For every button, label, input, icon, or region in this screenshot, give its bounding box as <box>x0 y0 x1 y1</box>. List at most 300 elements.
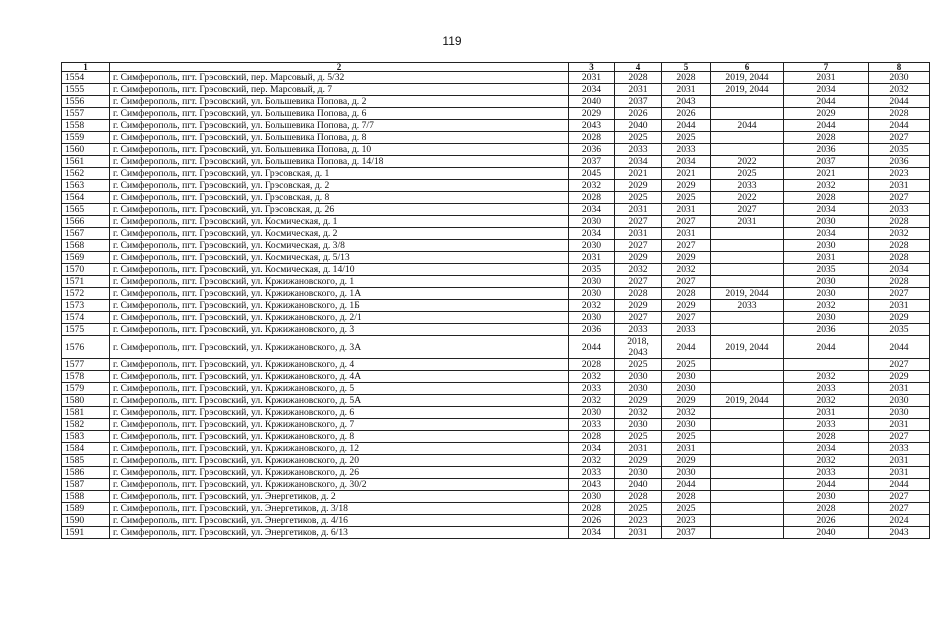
row-number-cell: 1575 <box>62 324 110 336</box>
table-row <box>62 359 930 371</box>
year-cell: 2029 <box>615 300 662 312</box>
year-cell: 2030 <box>784 216 869 228</box>
year-cell: 2032 <box>784 180 869 192</box>
row-number-cell: 1578 <box>62 371 110 383</box>
row-number-cell: 1563 <box>62 180 110 192</box>
table-row <box>62 300 930 312</box>
table-row <box>62 395 930 407</box>
year-cell: 2030 <box>784 288 869 300</box>
row-number-cell: 1577 <box>62 359 110 371</box>
page-number: 119 <box>442 34 462 48</box>
table-row <box>62 491 930 503</box>
table-row <box>62 288 930 300</box>
year-cell: 2030 <box>569 407 615 419</box>
year-cell: 2034 <box>569 527 615 539</box>
address-cell: г. Симферополь, пгт. Грэсовский, ул. Космическая, д. 5/13 <box>110 252 569 264</box>
year-cell: 2032 <box>662 264 711 276</box>
address-cell: г. Симферополь, пгт. Грэсовский, пер. Марсовый, д. 7 <box>110 84 569 96</box>
year-cell: 2031 <box>615 527 662 539</box>
column-header-5: 5 <box>662 63 711 72</box>
address-cell: г. Симферополь, пгт. Грэсовский, ул. Кржижановского, д. 7 <box>110 419 569 431</box>
year-cell: 2028 <box>869 216 930 228</box>
year-cell: 2023 <box>615 515 662 527</box>
year-cell: 2032 <box>784 371 869 383</box>
year-cell: 2032 <box>869 228 930 240</box>
year-cell: 2044 <box>662 479 711 491</box>
year-cell: 2030 <box>662 371 711 383</box>
address-cell: г. Симферополь, пгт. Грэсовский, ул. Кржижановского, д. 4А <box>110 371 569 383</box>
year-cell: 2031 <box>784 252 869 264</box>
address-cell: г. Симферополь, пгт. Грэсовский, ул. Кржижановского, д. 5 <box>110 383 569 395</box>
table-row <box>62 443 930 455</box>
row-number-cell: 1581 <box>62 407 110 419</box>
table-row <box>62 204 930 216</box>
year-cell: 2037 <box>662 527 711 539</box>
row-number-cell: 1587 <box>62 479 110 491</box>
year-cell: 2044 <box>569 336 615 359</box>
year-cell: 2034 <box>784 443 869 455</box>
year-cell <box>711 383 784 395</box>
year-cell: 2028 <box>869 240 930 252</box>
year-cell: 2025 <box>711 168 784 180</box>
table-row <box>62 168 930 180</box>
year-cell <box>711 503 784 515</box>
year-cell: 2040 <box>784 527 869 539</box>
year-cell: 2027 <box>711 204 784 216</box>
column-header-1: 1 <box>62 63 110 72</box>
row-number-cell: 1583 <box>62 431 110 443</box>
year-cell: 2033 <box>784 467 869 479</box>
year-cell: 2033 <box>784 383 869 395</box>
year-cell <box>784 359 869 371</box>
year-cell: 2033 <box>615 324 662 336</box>
year-cell: 2036 <box>569 144 615 156</box>
year-cell: 2043 <box>569 479 615 491</box>
row-number-cell: 1585 <box>62 455 110 467</box>
address-cell: г. Симферополь, пгт. Грэсовский, ул. Кржижановского, д. 3 <box>110 324 569 336</box>
header-row <box>62 63 930 72</box>
year-cell: 2028 <box>784 132 869 144</box>
year-cell: 2018, 2043 <box>615 336 662 359</box>
year-cell: 2028 <box>569 359 615 371</box>
year-cell: 2025 <box>662 192 711 204</box>
year-cell: 2031 <box>662 84 711 96</box>
year-cell: 2028 <box>869 108 930 120</box>
year-cell: 2031 <box>869 419 930 431</box>
table-row <box>62 216 930 228</box>
year-cell: 2032 <box>569 180 615 192</box>
year-cell: 2044 <box>869 96 930 108</box>
row-number-cell: 1588 <box>62 491 110 503</box>
year-cell: 2030 <box>569 491 615 503</box>
year-cell: 2037 <box>784 156 869 168</box>
row-number-cell: 1586 <box>62 467 110 479</box>
year-cell: 2029 <box>869 371 930 383</box>
year-cell: 2032 <box>569 300 615 312</box>
year-cell: 2031 <box>615 228 662 240</box>
row-number-cell: 1576 <box>62 336 110 359</box>
year-cell: 2044 <box>784 479 869 491</box>
address-cell: г. Симферополь, пгт. Грэсовский, ул. Космическая, д. 2 <box>110 228 569 240</box>
row-number-cell: 1590 <box>62 515 110 527</box>
table-row <box>62 383 930 395</box>
year-cell: 2019, 2044 <box>711 84 784 96</box>
year-cell: 2030 <box>569 240 615 252</box>
year-cell: 2030 <box>662 383 711 395</box>
year-cell <box>711 228 784 240</box>
year-cell: 2031 <box>615 84 662 96</box>
year-cell: 2043 <box>869 527 930 539</box>
year-cell: 2030 <box>615 467 662 479</box>
address-cell: г. Симферополь, пгт. Грэсовский, ул. Большевика Попова, д. 7/7 <box>110 120 569 132</box>
year-cell <box>711 252 784 264</box>
year-cell: 2045 <box>569 168 615 180</box>
year-cell: 2033 <box>869 443 930 455</box>
table-row <box>62 108 930 120</box>
address-cell: г. Симферополь, пгт. Грэсовский, ул. Большевика Попова, д. 10 <box>110 144 569 156</box>
table-row <box>62 324 930 336</box>
address-cell: г. Симферополь, пгт. Грэсовский, ул. Грэсовская, д. 8 <box>110 192 569 204</box>
year-cell: 2019, 2044 <box>711 288 784 300</box>
year-cell: 2032 <box>569 371 615 383</box>
table-row <box>62 84 930 96</box>
year-cell: 2034 <box>569 84 615 96</box>
year-cell: 2029 <box>662 252 711 264</box>
year-cell: 2037 <box>569 156 615 168</box>
year-cell: 2030 <box>615 419 662 431</box>
year-cell: 2033 <box>569 467 615 479</box>
year-cell: 2031 <box>869 300 930 312</box>
year-cell: 2025 <box>662 132 711 144</box>
year-cell: 2025 <box>615 503 662 515</box>
address-cell: г. Симферополь, пгт. Грэсовский, ул. Кржижановского, д. 2/1 <box>110 312 569 324</box>
year-cell <box>711 527 784 539</box>
year-cell: 2043 <box>569 120 615 132</box>
year-cell: 2031 <box>615 443 662 455</box>
year-cell: 2028 <box>615 288 662 300</box>
year-cell: 2031 <box>869 180 930 192</box>
row-number-cell: 1562 <box>62 168 110 180</box>
row-number-cell: 1560 <box>62 144 110 156</box>
year-cell: 2027 <box>662 312 711 324</box>
table-row <box>62 120 930 132</box>
column-header-8: 8 <box>869 63 930 72</box>
address-cell: г. Симферополь, пгт. Грэсовский, ул. Кржижановского, д. 8 <box>110 431 569 443</box>
year-cell: 2033 <box>662 144 711 156</box>
year-cell: 2037 <box>615 96 662 108</box>
year-cell: 2032 <box>869 84 930 96</box>
year-cell: 2044 <box>784 96 869 108</box>
year-cell: 2025 <box>662 503 711 515</box>
year-cell: 2031 <box>869 383 930 395</box>
year-cell: 2034 <box>784 84 869 96</box>
year-cell: 2029 <box>869 312 930 324</box>
year-cell: 2031 <box>784 407 869 419</box>
year-cell <box>711 467 784 479</box>
year-cell: 2028 <box>569 431 615 443</box>
year-cell: 2031 <box>711 216 784 228</box>
year-cell: 2032 <box>784 395 869 407</box>
year-cell: 2033 <box>569 419 615 431</box>
year-cell: 2021 <box>662 168 711 180</box>
table-row <box>62 96 930 108</box>
year-cell: 2044 <box>869 336 930 359</box>
year-cell: 2044 <box>784 120 869 132</box>
year-cell: 2044 <box>711 120 784 132</box>
year-cell: 2025 <box>662 431 711 443</box>
year-cell: 2030 <box>869 395 930 407</box>
year-cell: 2035 <box>569 264 615 276</box>
column-header-7: 7 <box>784 63 869 72</box>
year-cell: 2022 <box>711 192 784 204</box>
year-cell: 2033 <box>569 383 615 395</box>
column-header-3: 3 <box>569 63 615 72</box>
year-cell: 2031 <box>869 455 930 467</box>
row-number-cell: 1558 <box>62 120 110 132</box>
year-cell: 2032 <box>784 455 869 467</box>
year-cell: 2033 <box>711 180 784 192</box>
year-cell: 2023 <box>662 515 711 527</box>
year-cell: 2044 <box>869 120 930 132</box>
year-cell: 2029 <box>784 108 869 120</box>
address-cell: г. Симферополь, пгт. Грэсовский, ул. Кржижановского, д. 1 <box>110 276 569 288</box>
year-cell: 2040 <box>615 120 662 132</box>
year-cell <box>711 419 784 431</box>
year-cell: 2044 <box>869 479 930 491</box>
year-cell: 2027 <box>869 491 930 503</box>
year-cell: 2034 <box>569 443 615 455</box>
year-cell: 2027 <box>869 192 930 204</box>
year-cell: 2029 <box>615 455 662 467</box>
year-cell: 2029 <box>662 455 711 467</box>
row-number-cell: 1567 <box>62 228 110 240</box>
address-cell: г. Симферополь, пгт. Грэсовский, ул. Энергетиков, д. 2 <box>110 491 569 503</box>
row-number-cell: 1574 <box>62 312 110 324</box>
table-row <box>62 264 930 276</box>
year-cell: 2029 <box>615 395 662 407</box>
address-cell: г. Симферополь, пгт. Грэсовский, ул. Кржижановского, д. 12 <box>110 443 569 455</box>
year-cell: 2019, 2044 <box>711 72 784 84</box>
year-cell: 2034 <box>869 264 930 276</box>
year-cell: 2030 <box>569 288 615 300</box>
year-cell: 2033 <box>869 204 930 216</box>
address-cell: г. Симферополь, пгт. Грэсовский, ул. Энергетиков, д. 6/13 <box>110 527 569 539</box>
year-cell: 2031 <box>569 252 615 264</box>
year-cell <box>711 324 784 336</box>
year-cell: 2030 <box>569 276 615 288</box>
table-row <box>62 455 930 467</box>
year-cell: 2028 <box>615 72 662 84</box>
address-cell: г. Симферополь, пгт. Грэсовский, пер. Марсовый, д. 5/32 <box>110 72 569 84</box>
year-cell: 2033 <box>784 419 869 431</box>
address-cell: г. Симферополь, пгт. Грэсовский, ул. Грэсовская, д. 26 <box>110 204 569 216</box>
year-cell: 2031 <box>784 72 869 84</box>
address-cell: г. Симферополь, пгт. Грэсовский, ул. Большевика Попова, д. 8 <box>110 132 569 144</box>
year-cell: 2032 <box>569 455 615 467</box>
year-cell: 2031 <box>615 204 662 216</box>
year-cell: 2028 <box>569 192 615 204</box>
year-cell: 2044 <box>662 336 711 359</box>
table-row <box>62 144 930 156</box>
year-cell: 2027 <box>615 216 662 228</box>
year-cell: 2025 <box>615 192 662 204</box>
table-row <box>62 252 930 264</box>
row-number-cell: 1561 <box>62 156 110 168</box>
year-cell <box>711 240 784 252</box>
year-cell <box>711 431 784 443</box>
year-cell: 2040 <box>569 96 615 108</box>
year-cell: 2035 <box>869 324 930 336</box>
table-row <box>62 132 930 144</box>
year-cell: 2030 <box>784 312 869 324</box>
row-number-cell: 1582 <box>62 419 110 431</box>
year-cell: 2029 <box>569 108 615 120</box>
address-cell: г. Симферополь, пгт. Грэсовский, ул. Кржижановского, д. 4 <box>110 359 569 371</box>
year-cell <box>711 312 784 324</box>
row-number-cell: 1570 <box>62 264 110 276</box>
year-cell: 2028 <box>615 491 662 503</box>
data-table <box>61 62 930 539</box>
address-cell: г. Симферополь, пгт. Грэсовский, ул. Кржижановского, д. 3А <box>110 336 569 359</box>
row-number-cell: 1557 <box>62 108 110 120</box>
year-cell: 2019, 2044 <box>711 395 784 407</box>
table-header <box>62 63 930 72</box>
row-number-cell: 1559 <box>62 132 110 144</box>
year-cell: 2035 <box>784 264 869 276</box>
year-cell: 2026 <box>784 515 869 527</box>
year-cell: 2044 <box>662 120 711 132</box>
year-cell: 2031 <box>662 204 711 216</box>
year-cell: 2027 <box>615 312 662 324</box>
year-cell: 2032 <box>569 395 615 407</box>
address-cell: г. Симферополь, пгт. Грэсовский, ул. Большевика Попова, д. 2 <box>110 96 569 108</box>
row-number-cell: 1555 <box>62 84 110 96</box>
year-cell: 2030 <box>784 240 869 252</box>
address-cell: г. Симферополь, пгт. Грэсовский, ул. Кржижановского, д. 30/2 <box>110 479 569 491</box>
year-cell: 2024 <box>869 515 930 527</box>
address-cell: г. Симферополь, пгт. Грэсовский, ул. Космическая, д. 3/8 <box>110 240 569 252</box>
year-cell: 2032 <box>662 407 711 419</box>
year-cell: 2021 <box>615 168 662 180</box>
table-row <box>62 276 930 288</box>
row-number-cell: 1554 <box>62 72 110 84</box>
year-cell: 2030 <box>869 72 930 84</box>
year-cell: 2031 <box>662 228 711 240</box>
table-row <box>62 192 930 204</box>
year-cell <box>711 491 784 503</box>
address-cell: г. Симферополь, пгт. Грэсовский, ул. Кржижановского, д. 20 <box>110 455 569 467</box>
row-number-cell: 1556 <box>62 96 110 108</box>
year-cell: 2027 <box>662 240 711 252</box>
column-header-6: 6 <box>711 63 784 72</box>
row-number-cell: 1564 <box>62 192 110 204</box>
year-cell: 2027 <box>615 240 662 252</box>
year-cell: 2029 <box>615 180 662 192</box>
year-cell: 2031 <box>869 467 930 479</box>
table-row <box>62 503 930 515</box>
year-cell: 2036 <box>784 324 869 336</box>
table-row <box>62 407 930 419</box>
year-cell: 2021 <box>784 168 869 180</box>
year-cell: 2032 <box>615 407 662 419</box>
table-row <box>62 371 930 383</box>
address-cell: г. Симферополь, пгт. Грэсовский, ул. Кржижановского, д. 6 <box>110 407 569 419</box>
address-cell: г. Симферополь, пгт. Грэсовский, ул. Энергетиков, д. 4/16 <box>110 515 569 527</box>
row-number-cell: 1568 <box>62 240 110 252</box>
year-cell: 2040 <box>615 479 662 491</box>
row-number-cell: 1566 <box>62 216 110 228</box>
year-cell: 2034 <box>615 156 662 168</box>
year-cell: 2027 <box>869 288 930 300</box>
year-cell: 2026 <box>569 515 615 527</box>
row-number-cell: 1565 <box>62 204 110 216</box>
year-cell: 2030 <box>869 407 930 419</box>
table-row <box>62 467 930 479</box>
address-cell: г. Симферополь, пгт. Грэсовский, ул. Большевика Попова, д. 14/18 <box>110 156 569 168</box>
year-cell <box>711 144 784 156</box>
table-row <box>62 479 930 491</box>
year-cell: 2025 <box>615 431 662 443</box>
year-cell: 2031 <box>569 72 615 84</box>
year-cell: 2030 <box>569 312 615 324</box>
year-cell: 2028 <box>784 503 869 515</box>
row-number-cell: 1591 <box>62 527 110 539</box>
year-cell: 2028 <box>569 503 615 515</box>
row-number-cell: 1569 <box>62 252 110 264</box>
year-cell: 2026 <box>662 108 711 120</box>
year-cell: 2029 <box>662 180 711 192</box>
year-cell: 2029 <box>662 395 711 407</box>
year-cell: 2030 <box>615 383 662 395</box>
address-cell: г. Симферополь, пгт. Грэсовский, ул. Энергетиков, д. 3/18 <box>110 503 569 515</box>
table-row <box>62 72 930 84</box>
row-number-cell: 1573 <box>62 300 110 312</box>
table-row <box>62 156 930 168</box>
address-cell: г. Симферополь, пгт. Грэсовский, ул. Кржижановского, д. 1Б <box>110 300 569 312</box>
year-cell: 2033 <box>615 144 662 156</box>
table-row <box>62 527 930 539</box>
row-number-cell: 1584 <box>62 443 110 455</box>
address-cell: г. Симферополь, пгт. Грэсовский, ул. Кржижановского, д. 5А <box>110 395 569 407</box>
table-row <box>62 312 930 324</box>
year-cell: 2025 <box>615 359 662 371</box>
year-cell: 2034 <box>569 228 615 240</box>
address-cell: г. Симферополь, пгт. Грэсовский, ул. Космическая, д. 14/10 <box>110 264 569 276</box>
year-cell: 2028 <box>869 276 930 288</box>
year-cell: 2034 <box>662 156 711 168</box>
address-cell: г. Симферополь, пгт. Грэсовский, ул. Кржижановского, д. 26 <box>110 467 569 479</box>
row-number-cell: 1572 <box>62 288 110 300</box>
year-cell: 2032 <box>784 300 869 312</box>
year-cell: 2030 <box>662 419 711 431</box>
year-cell <box>711 359 784 371</box>
year-cell: 2028 <box>784 431 869 443</box>
table-row <box>62 180 930 192</box>
year-cell: 2027 <box>662 276 711 288</box>
year-cell: 2027 <box>869 359 930 371</box>
row-number-cell: 1571 <box>62 276 110 288</box>
address-cell: г. Симферополь, пгт. Грэсовский, ул. Грэсовская, д. 2 <box>110 180 569 192</box>
year-cell <box>711 407 784 419</box>
row-number-cell: 1589 <box>62 503 110 515</box>
year-cell: 2028 <box>569 132 615 144</box>
year-cell: 2030 <box>569 216 615 228</box>
table-body <box>62 72 930 539</box>
year-cell: 2023 <box>869 168 930 180</box>
year-cell: 2044 <box>784 336 869 359</box>
table-row <box>62 515 930 527</box>
year-cell <box>711 264 784 276</box>
